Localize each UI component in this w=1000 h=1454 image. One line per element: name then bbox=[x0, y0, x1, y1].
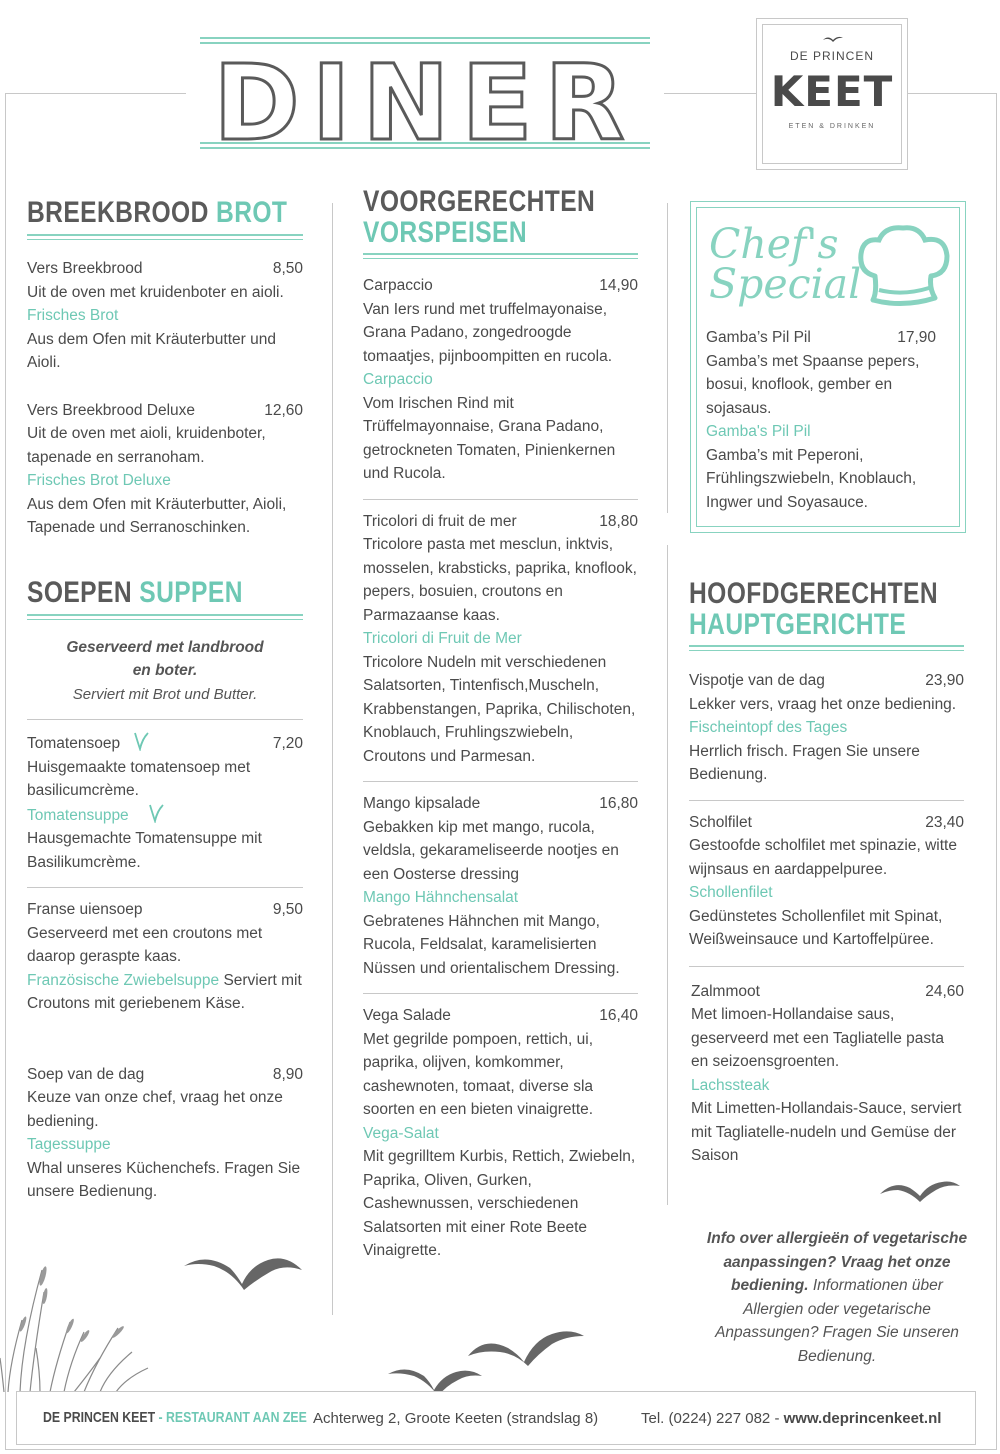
restaurant-logo bbox=[756, 18, 908, 170]
footer-phone[interactable]: Tel. (0224) 227 082 bbox=[641, 1410, 771, 1427]
item-description: Met limoen-Hollandaise saus, geserveerd met een Tagliatelle pasta en seizoensgroenten. bbox=[691, 1006, 945, 1070]
item-name-de: Fischeintopf des Tages bbox=[689, 719, 848, 736]
menu-item bbox=[689, 669, 964, 787]
item-name: Zalmmoot bbox=[691, 982, 760, 1000]
heading-de: BROT bbox=[216, 196, 288, 229]
item-price: 9,50 bbox=[272, 901, 303, 918]
menu-item bbox=[689, 980, 964, 1168]
item-description: Uit de oven met kruidenboter en aioli. bbox=[27, 283, 284, 301]
heading-de: SUPPEN bbox=[139, 575, 243, 609]
item-description-de: Hausgemachte Tomatensuppe mit Basilikumcrème. bbox=[27, 830, 262, 871]
reed-grass-illustration bbox=[0, 1262, 160, 1392]
section-heading bbox=[27, 196, 288, 229]
item-name: Vispotje van de dag bbox=[689, 672, 825, 689]
allergy-note bbox=[700, 1227, 974, 1369]
item-name: Vega Salade bbox=[363, 1007, 451, 1024]
item-name: Franse uiensoep bbox=[27, 901, 143, 918]
title-rule bbox=[200, 37, 650, 39]
item-name: Gamba’s Pil Pil bbox=[706, 329, 811, 346]
menu-item bbox=[363, 510, 638, 769]
item-name-de: Tomatensuppe bbox=[27, 803, 303, 828]
item-name: Carpaccio bbox=[363, 277, 433, 294]
logo-top-text: DE PRINCEN bbox=[789, 49, 874, 63]
item-price: 8,50 bbox=[272, 260, 303, 277]
item-price: 16,40 bbox=[599, 1007, 638, 1024]
heading-nl: HOOFDGERECHTEN bbox=[689, 577, 939, 610]
item-description: Gebakken kip met mango, rucola, veldsla, gekarameliseerde nootjes en een Oosterse dressing bbox=[363, 818, 619, 883]
heading-de: VORSPEISEN bbox=[363, 216, 528, 249]
seagull-icon bbox=[468, 1328, 584, 1368]
heading-rule bbox=[689, 645, 964, 651]
item-description: Gestoofde scholfilet met spinazie, witte wijnsaus en aardappelpuree. bbox=[689, 837, 957, 878]
item-name-de: Carpaccio bbox=[363, 371, 433, 388]
heading-rule bbox=[27, 614, 303, 620]
title-rule bbox=[200, 147, 650, 149]
item-price: 8,90 bbox=[272, 1065, 303, 1083]
item-description-de: Gebratenes Hähnchen mit Mango, Rucola, Feldsalat, karamelisierten Nüssen und orientalischem Dressing. bbox=[363, 912, 620, 977]
seagull-icon bbox=[184, 1250, 302, 1290]
item-price: 18,80 bbox=[599, 512, 638, 530]
heading-rule bbox=[27, 234, 303, 240]
item-divider bbox=[27, 719, 303, 720]
heading-nl: BREEKBROOD bbox=[27, 196, 209, 229]
title-rule bbox=[200, 142, 650, 144]
item-description-de: Whal unseres Küchenchefs. Fragen Sie unsere Bedienung. bbox=[27, 1159, 301, 1200]
item-name-de: Vega-Salat bbox=[363, 1124, 439, 1142]
heading-nl: VOORGERECHTEN bbox=[363, 185, 596, 218]
section-hoofdgerechten bbox=[689, 578, 964, 651]
item-description-de: Serviert mit Croutons mit geriebenem Käse. bbox=[27, 971, 302, 1012]
menu-item bbox=[363, 792, 638, 980]
footer-bar bbox=[16, 1391, 976, 1445]
column-starters bbox=[363, 180, 638, 1263]
footer-website-link[interactable]: www.deprincenkeet.nl bbox=[783, 1410, 942, 1427]
item-price: 23,40 bbox=[925, 813, 964, 831]
item-description-de: Mit gegrilltem Kurbis, Rettich, Zwiebeln, Paprika, Oliven, Gurken, Cashewnussen, verschiedenen Salatsorten mit einer Rote Beete Vinaigrette. bbox=[363, 1148, 636, 1259]
allergy-note-de: Informationen über Allergien oder vegetarische Anpassungen? Fragen Sie unseren Bedienung. bbox=[715, 1277, 959, 1365]
footer-address: Achterweg 2, Groote Keeten (strandslag 8) bbox=[313, 1410, 599, 1427]
item-name: Scholfilet bbox=[689, 813, 752, 831]
menu-item bbox=[27, 257, 303, 375]
menu-item bbox=[689, 811, 964, 952]
item-divider bbox=[689, 800, 964, 801]
item-price: 23,90 bbox=[925, 672, 964, 689]
menu-item bbox=[363, 274, 638, 486]
leaf-icon bbox=[147, 803, 165, 823]
logo-sub-text: ETEN & DRINKEN bbox=[788, 123, 876, 130]
item-price: 14,90 bbox=[599, 277, 638, 294]
menu-item bbox=[27, 399, 303, 540]
column-breads-soups bbox=[27, 180, 303, 1204]
item-name-de: Gamba's Pil Pil bbox=[706, 423, 811, 440]
item-description: Tricolore pasta met mesclun, inktvis, mosselen, krabsticks, paprika, knoflook, pepers, bosuien, croutons en Parmazaanse kaas. bbox=[363, 536, 637, 624]
item-name: Soep van de dag bbox=[27, 1065, 145, 1083]
item-price: 24,60 bbox=[925, 982, 964, 1000]
seagull-icon bbox=[823, 35, 843, 43]
item-description-de: Aus dem Ofen mit Kräuterbutter und Aioli. bbox=[27, 330, 276, 371]
item-divider bbox=[363, 781, 638, 782]
item-name-de: Tricolori di Fruit de Mer bbox=[363, 630, 522, 647]
column-mains bbox=[689, 578, 964, 1168]
section-breekbrood bbox=[27, 197, 303, 240]
heading-nl: SOEPEN bbox=[27, 575, 132, 609]
menu-title: DINER bbox=[213, 42, 637, 164]
item-description: Gamba’s met Spaanse pepers, bosui, knoflook, gember en sojasaus. bbox=[706, 352, 920, 417]
footer-tagline: RESTAURANT AAN ZEE bbox=[166, 1409, 307, 1426]
item-divider bbox=[689, 966, 964, 967]
item-description: Geserveerd met een croutons met daarop geraspte kaas. bbox=[27, 924, 263, 965]
item-name-de: Frisches Brot Deluxe bbox=[27, 472, 171, 489]
footer-dash: - bbox=[774, 1410, 780, 1427]
item-price: 16,80 bbox=[599, 795, 638, 812]
menu-item bbox=[363, 1004, 638, 1263]
item-description: Uit de oven met aioli, kruidenboter, tapenade en serranoham. bbox=[27, 425, 266, 466]
column-separator bbox=[667, 203, 668, 513]
item-name: Tomatensoep bbox=[27, 731, 150, 756]
menu-item bbox=[27, 898, 303, 1016]
item-price: 12,60 bbox=[264, 401, 303, 419]
note-nl: Geserveerd met landbrood en boter. bbox=[66, 638, 264, 679]
soup-note bbox=[27, 636, 303, 707]
logo-main-text: KEET bbox=[770, 67, 894, 116]
item-description: Met gegrilde pompoen, rettich, ui, paprika, olijven, komkommer, cashewnoten, tomaat, diverse sla soorten en een bieten vinaigrette. bbox=[363, 1030, 594, 1118]
column-separator bbox=[667, 545, 668, 1205]
leaf-icon bbox=[132, 731, 150, 751]
allergy-note-nl: Info over allergieën of vegetarische aanpassingen? Vraag het onze bediening. bbox=[706, 1230, 968, 1295]
item-name-de: Lachssteak bbox=[691, 1076, 770, 1094]
footer-separator: - bbox=[158, 1409, 163, 1426]
item-name: Vers Breekbrood bbox=[27, 260, 143, 277]
item-price: 17,90 bbox=[897, 329, 936, 346]
item-name: Vers Breekbrood Deluxe bbox=[27, 401, 196, 419]
item-divider bbox=[363, 499, 638, 500]
item-description-de-line bbox=[27, 969, 303, 1016]
section-heading bbox=[27, 577, 253, 608]
item-description-de: Gamba’s mit Peperoni, Frühlingszwiebeln, Knoblauch, Ingwer und Soyasauce. bbox=[706, 446, 917, 511]
menu-title-banner bbox=[186, 35, 664, 164]
menu-item bbox=[706, 326, 954, 514]
footer-restaurant-name bbox=[43, 1409, 307, 1426]
item-name-de: Frisches Brot bbox=[27, 307, 119, 324]
section-soepen bbox=[27, 577, 303, 620]
footer-contact bbox=[641, 1410, 941, 1427]
seagull-icon bbox=[880, 1176, 960, 1202]
item-description-de: Tricolore Nudeln mit verschiedenen Salatsorten, Tintenfisch,Muscheln, Krabbenstangen, Paprika, Chilischoten, Knoblauch, Fruhlingszwiebeln, Croutons und Parmesan. bbox=[363, 653, 636, 765]
chefs-special-title: Chef's Special bbox=[709, 220, 862, 308]
note-de: Serviert mit Brot und Butter. bbox=[72, 685, 258, 703]
section-heading bbox=[363, 185, 596, 249]
menu-item bbox=[27, 1063, 303, 1204]
chefs-special-box bbox=[690, 201, 966, 533]
item-name-de: Mango Hähnchensalat bbox=[363, 889, 519, 906]
item-name: Tricolori di fruit de mer bbox=[363, 512, 517, 530]
heading-rule bbox=[363, 253, 638, 259]
item-name: Mango kipsalade bbox=[363, 795, 481, 812]
heading-de: HAUPTGERICHTE bbox=[689, 608, 907, 641]
item-description: Keuze van onze chef, vraag het onze bediening. bbox=[27, 1089, 283, 1130]
item-divider bbox=[27, 887, 303, 888]
item-description: Lekker vers, vraag het onze bediening. bbox=[689, 695, 957, 713]
item-description-de: Mit Limetten-Hollandais-Sauce, serviert mit Tagliatelle-nudeln und Gemüse der Saison bbox=[691, 1100, 962, 1164]
item-description: Huisgemaakte tomatensoep met basilicumcrème. bbox=[27, 758, 251, 799]
footer-name: DE PRINCEN KEET bbox=[43, 1409, 156, 1426]
section-heading bbox=[689, 577, 939, 641]
item-price: 7,20 bbox=[272, 735, 303, 752]
item-name-de: Tagessuppe bbox=[27, 1136, 111, 1153]
item-description-de: Vom Irischen Rind mit Trüffelmayonnaise, Grana Padano, getrockneten Tomaten, Pinienkernen und Rucola. bbox=[363, 394, 616, 482]
chef-hat-icon bbox=[855, 224, 951, 308]
item-description: Van Iers rund met truffelmayonaise, Grana Padano, zongedroogde tomaatjes, pijnboompitten en rucola. bbox=[363, 300, 613, 365]
item-divider bbox=[363, 993, 638, 994]
item-name-de: Französische Zwiebelsuppe bbox=[27, 971, 220, 989]
section-voorgerechten bbox=[363, 186, 638, 259]
item-name-de: Schollenfilet bbox=[689, 884, 773, 901]
item-description-de: Herrlich frisch. Fragen Sie unsere Bedienung. bbox=[689, 742, 920, 783]
item-description-de: Aus dem Ofen mit Kräuterbutter, Aioli, Tapenade und Serranoschinken. bbox=[27, 495, 287, 536]
menu-item bbox=[27, 731, 303, 874]
item-description-de: Gedünstetes Schollenfilet mit Spinat, Weißweinsauce und Kartoffelpüree. bbox=[689, 907, 943, 948]
column-separator bbox=[332, 203, 333, 1315]
